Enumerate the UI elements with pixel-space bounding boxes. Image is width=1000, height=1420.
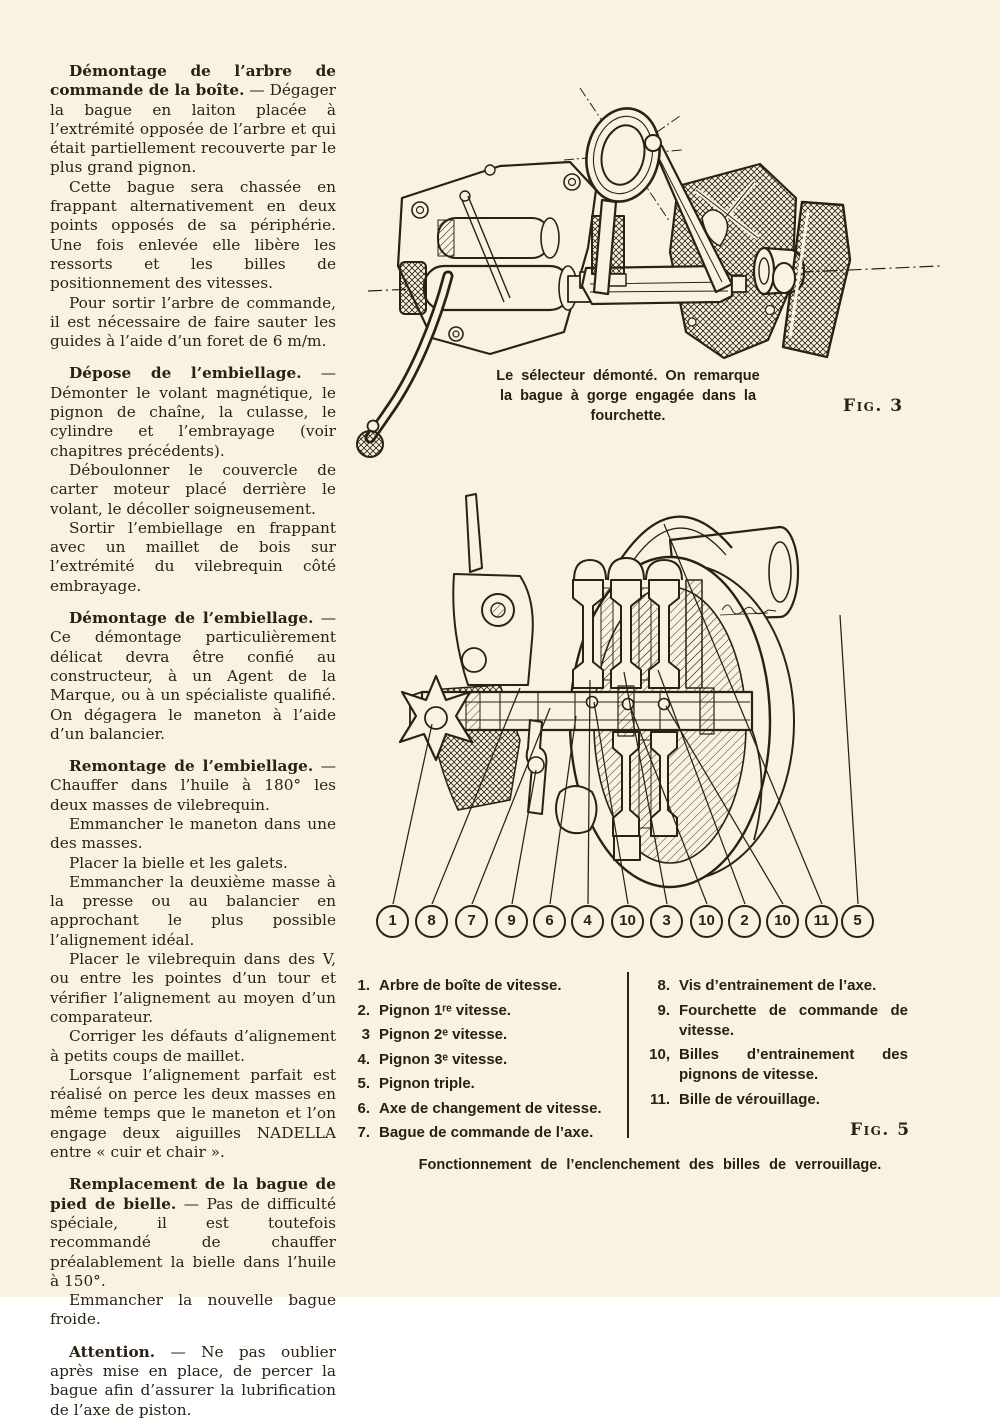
section-first-paragraph bbox=[50, 364, 336, 460]
paragraph: Pour sortir l’arbre de commande, il est nécessaire de faire sauter les guides à l’aide d’un foret de 6 m/m. bbox=[50, 293, 336, 351]
legend-item bbox=[342, 1123, 624, 1143]
legend-item-number: 10, bbox=[649, 1046, 670, 1063]
legend-item-text: Fourchette de commande de vitesse. bbox=[679, 1001, 908, 1039]
section-heading: Démontage de l’arbre de commande de la boîte. bbox=[50, 62, 336, 100]
legend-item-text: Billes d’entrainement des pignons de vitesse. bbox=[679, 1046, 908, 1083]
paragraph: Corriger les défauts d’alignement à petits coups de maillet. bbox=[50, 1027, 336, 1065]
paragraph: Placer le vilebrequin dans des V, ou entre les pointes d’un tour et vérifier l’alignement au moyen d’un comparateur. bbox=[50, 950, 336, 1026]
callout-circle: 2 bbox=[728, 905, 761, 938]
callout-circle: 1 bbox=[376, 905, 409, 938]
legend-item-text: Vis d’entrainement de l’axe. bbox=[679, 977, 877, 994]
legend-item-text: Pignon 3ᵉ vitesse. bbox=[379, 1050, 508, 1068]
legend-item-number: 3 bbox=[361, 1026, 370, 1043]
article-section bbox=[50, 757, 336, 1162]
callout-circle: 4 bbox=[571, 905, 604, 938]
legend-item bbox=[642, 1045, 908, 1085]
figure-5-gearbox-section bbox=[370, 480, 965, 945]
figure-5-caption: Fonctionnement de l’enclenchement des billes de verrouillage. bbox=[418, 1157, 882, 1173]
legend-item-text: Pignon triple. bbox=[379, 1075, 475, 1092]
legend-column-right bbox=[642, 976, 908, 1114]
legend-divider bbox=[627, 972, 629, 1138]
legend-item bbox=[342, 1025, 624, 1045]
legend-item bbox=[642, 1001, 908, 1041]
legend-item-text: Arbre de boîte de vitesse. bbox=[379, 977, 562, 994]
legend-item-text: Bille de vérouillage. bbox=[679, 1090, 820, 1108]
callout-circle: 10 bbox=[766, 905, 799, 938]
figure-3-caption bbox=[478, 366, 778, 426]
article-section bbox=[50, 62, 336, 351]
section-first-paragraph bbox=[50, 62, 336, 178]
legend-item-number: 2. bbox=[357, 1001, 370, 1019]
section-intro-text: — Ne pas oublier après mise en place, de percer la bague afin d’assurer la lubrification de l’axe de piston. bbox=[50, 1342, 336, 1419]
article-section bbox=[50, 364, 336, 596]
legend-item-number: 11. bbox=[649, 1090, 670, 1108]
callout-circle: 7 bbox=[455, 905, 488, 938]
caption-line: Le sélecteur démonté. On remarque bbox=[496, 368, 760, 384]
section-first-paragraph bbox=[50, 1175, 336, 1291]
section-first-paragraph bbox=[50, 757, 336, 815]
legend-item-number: 8. bbox=[657, 977, 670, 994]
callout-circle: 8 bbox=[415, 905, 448, 938]
section-first-paragraph bbox=[50, 609, 336, 744]
callout-circle: 5 bbox=[841, 905, 874, 938]
callout-circle: 10 bbox=[690, 905, 723, 938]
section-intro-text: — Ce démontage particulièrement délicat devra être confié au constructeur, à un Agent de la Marque, ou à un spécialiste qualifié. On dégagera le maneton à l’aide d’un balancier. bbox=[50, 609, 336, 743]
legend-item bbox=[342, 1001, 624, 1021]
paragraph: Emmancher la deuxième masse à la presse ou au balancier en approchant le plus possible l’alignement idéal. bbox=[50, 872, 336, 949]
legend-item-number: 1. bbox=[357, 977, 370, 994]
caption-line: fourchette. bbox=[590, 408, 666, 424]
section-intro-text: — Démonter le volant magnétique, le pignon de chaîne, la culasse, le cylindre et l’embrayage (voir chapitres précédents). bbox=[50, 364, 336, 460]
paragraph: Sortir l’embiellage en frappant avec un maillet de bois sur l’extrémité du vilebrequin côté embrayage. bbox=[50, 518, 336, 595]
callout-circle: 9 bbox=[495, 905, 528, 938]
legend-item bbox=[342, 1099, 624, 1119]
legend-column-left bbox=[342, 976, 624, 1148]
callout-circle: 3 bbox=[650, 905, 683, 938]
legend-item bbox=[342, 1050, 624, 1070]
section-intro-text: — Chauffer dans l’huile à 180° les deux masses de vilebrequin. bbox=[50, 757, 336, 814]
paragraph: Cette bague sera chassée en frappant alternativement en deux points opposés de sa périphérie. Une fois enlevée elle libère les ressorts et les billes de positionnement des vitesses. bbox=[50, 177, 336, 293]
figure-3-label: Fig. 3 bbox=[843, 396, 904, 416]
legend-item-text: Pignon 2ᵉ vitesse. bbox=[379, 1026, 508, 1043]
callout-circle: 6 bbox=[533, 905, 566, 938]
callout-circle: 10 bbox=[611, 905, 644, 938]
article-column bbox=[50, 62, 336, 1420]
legend-item-number: 4. bbox=[357, 1050, 370, 1068]
legend-item bbox=[342, 1074, 624, 1094]
section-heading: Remplacement de la bague de pied de bielle. bbox=[50, 1175, 336, 1213]
section-first-paragraph bbox=[50, 1343, 336, 1420]
legend-item-number: 7. bbox=[357, 1124, 370, 1141]
figure-5-illustration bbox=[370, 480, 965, 945]
paragraph: Emmancher la nouvelle bague froide. bbox=[50, 1291, 336, 1329]
legend-item-text: Bague de commande de l’axe. bbox=[379, 1124, 594, 1141]
article-section bbox=[50, 609, 336, 744]
caption-line: la bague à gorge engagée dans la bbox=[499, 388, 757, 404]
legend-item-text: Axe de changement de vitesse. bbox=[379, 1099, 602, 1117]
legend-item-number: 5. bbox=[357, 1075, 370, 1092]
article-section bbox=[50, 1343, 336, 1420]
section-heading: Dépose de l’embiellage. bbox=[69, 364, 302, 383]
legend-item-number: 9. bbox=[657, 1001, 670, 1019]
callout-circle: 11 bbox=[805, 905, 838, 938]
paragraph: Emmancher le maneton dans une des masses. bbox=[50, 814, 336, 853]
section-intro-text: — Dégager la bague en laiton placée à l’extrémité opposée de l’arbre et qui était partiellement recouverte par le plus grand pignon. bbox=[50, 81, 336, 177]
section-heading: Démontage de l’embiellage. bbox=[69, 609, 314, 628]
legend-item-text: Pignon 1ʳᵉ vitesse. bbox=[379, 1001, 511, 1019]
paragraph: Lorsque l’alignement parfait est réalisé on perce les deux masses en même temps que le maneton et l’on engage deux aiguilles NADELLA entre « cuir et chair ». bbox=[50, 1065, 336, 1162]
section-heading: Remontage de l’embiellage. bbox=[69, 757, 314, 776]
section-intro-text: — Pas de difficulté spéciale, il est toutefois recommandé de chauffer préalablement la bielle dans l’huile à 150°. bbox=[50, 1194, 336, 1290]
article-section bbox=[50, 1175, 336, 1329]
legend-item bbox=[642, 976, 908, 996]
legend-item bbox=[642, 1090, 908, 1110]
figure-5-label: Fig. 5 bbox=[850, 1120, 911, 1140]
legend-item bbox=[342, 976, 624, 996]
paragraph: Placer la bielle et les galets. bbox=[69, 853, 288, 872]
section-heading: Attention. bbox=[69, 1342, 156, 1361]
legend-item-number: 6. bbox=[357, 1099, 370, 1117]
paragraph: Déboulonner le couvercle de carter moteur placé derrière le volant, le décoller soigneusement. bbox=[50, 460, 336, 518]
